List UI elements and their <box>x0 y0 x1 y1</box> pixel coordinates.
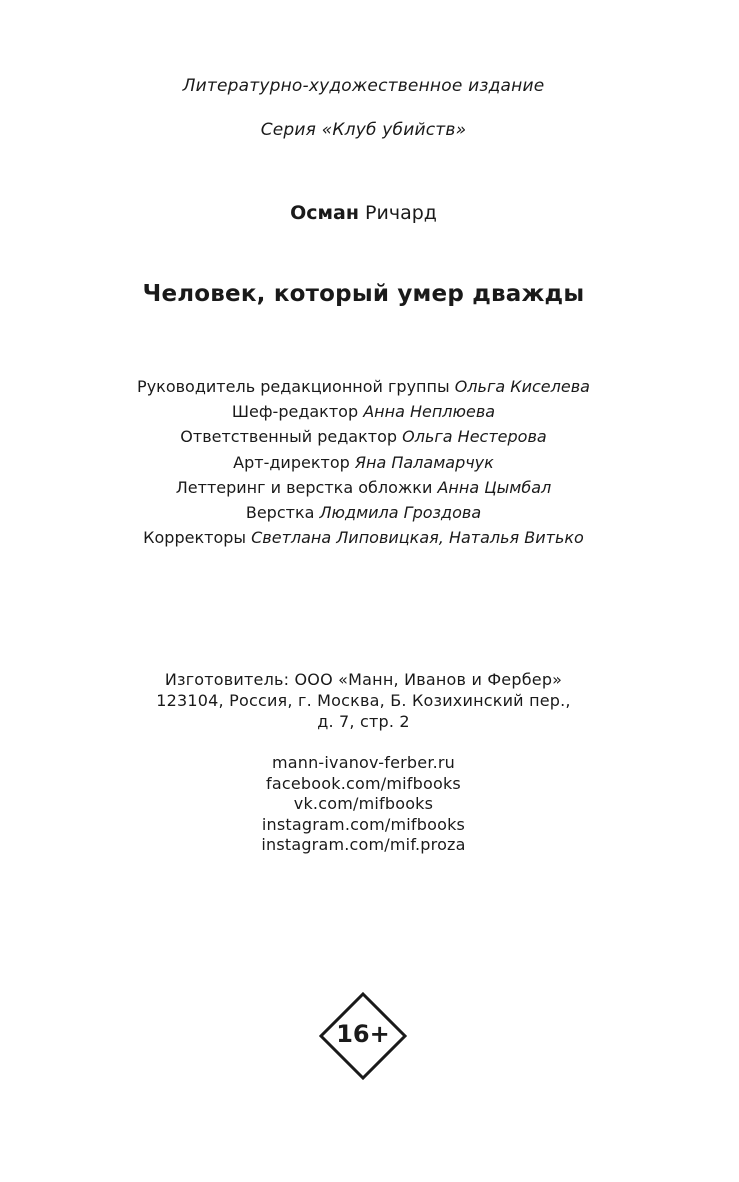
credit-role: Корректоры <box>143 528 247 548</box>
publisher-links <box>0 753 727 856</box>
author-surname: Осман <box>290 202 359 224</box>
credit-line <box>0 374 727 399</box>
author-name <box>0 202 727 224</box>
credit-line <box>0 450 727 475</box>
manufacturer-address-building: д. 7, стр. 2 <box>317 712 410 731</box>
credits-list <box>0 374 727 550</box>
series-name: Серия «Клуб убийств» <box>260 120 467 140</box>
credit-role: Верстка <box>245 503 315 523</box>
credit-person: Светлана Липовицкая, Наталья Витько <box>251 528 584 548</box>
age-rating-label: 16+ <box>336 1020 390 1048</box>
credit-line <box>0 525 727 550</box>
credit-person: Ольга Киселева <box>454 377 590 396</box>
author-first-name: Ричард <box>365 202 437 224</box>
manufacturer-address: 123104, Россия, г. Москва, Б. Козихинский пер., <box>156 691 571 710</box>
credit-role: Ответственный редактор <box>180 427 398 447</box>
credit-person: Людмила Гроздова <box>319 503 482 523</box>
credit-line <box>0 399 727 424</box>
credit-role: Леттеринг и верстка обложки <box>175 477 433 497</box>
credit-person: Анна Цымбал <box>437 477 552 497</box>
instagram-proza-link[interactable]: instagram.com/mif.proza <box>261 835 466 855</box>
facebook-link[interactable]: facebook.com/mifbooks <box>266 773 461 793</box>
credit-role: Арт-директор <box>233 452 350 472</box>
credit-line <box>0 500 727 525</box>
credit-person: Ольга Нестерова <box>402 427 547 447</box>
manufacturer-info <box>0 669 727 732</box>
edition-type: Литературно-художественное издание <box>182 76 545 96</box>
credit-line <box>0 424 727 449</box>
credit-role: Руководитель редакционной группы <box>137 377 450 396</box>
manufacturer-name: Изготовитель: ООО «Манн, Иванов и Фербер» <box>164 670 563 689</box>
credit-role: Шеф-редактор <box>231 402 359 422</box>
credit-person: Анна Неплюева <box>363 402 496 422</box>
age-rating-badge <box>319 992 407 1080</box>
instagram-link[interactable]: instagram.com/mifbooks <box>261 814 466 834</box>
website-link[interactable]: mann-ivanov-ferber.ru <box>271 753 456 772</box>
book-title: Человек, который умер дважды <box>142 281 585 307</box>
credit-line <box>0 475 727 500</box>
credit-person: Яна Паламарчук <box>354 452 494 472</box>
vk-link[interactable]: vk.com/mifbooks <box>293 794 434 814</box>
